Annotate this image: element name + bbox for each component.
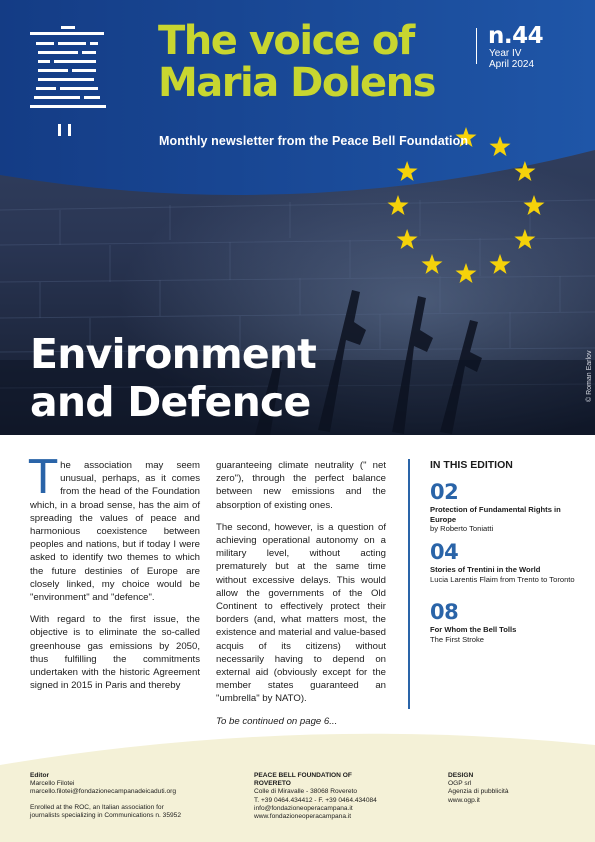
headline-line-2: and Defence [30,378,311,426]
toc-page-number: 02 [430,480,459,504]
eu-star-icon [490,254,511,274]
sidebar-heading: IN THIS EDITION [430,459,513,471]
footer-foundation [254,772,424,821]
foundation-address: Colle di Miravalle - 38068 Rovereto [254,788,357,796]
headline-line-1: Environment [30,330,317,378]
roc-line-2: journalists specializing in Communications n. 35952 [30,811,182,819]
toc-title: For Whom the Bell Tolls [430,625,517,634]
eu-star-icon [524,195,545,215]
paragraph-text: he association may seem unusual, perhaps, as it comes from the head of the Foundation which, in a broad sense, has the aim of spreading the values of peace and harmonious coexistence between peoples and nations, but if today I were asked to identify two themes to which the future destinies of Europe are closely linked, my choice would be "environment" and "defence". [30,460,200,604]
article-column-2 [216,459,386,737]
editor-name: Marcello Filotei [30,780,75,788]
toc-item[interactable] [430,541,580,584]
title-line-2: Maria Dolens [158,60,435,106]
issue-year: Year IV [489,48,522,59]
foundation-website[interactable]: www.fondazioneoperacampana.it [254,813,352,821]
design-name: OGP srl [448,780,472,788]
title-line-1: The voice of [158,18,414,64]
foundation-label-city: ROVERETO [254,780,291,788]
foundation-email[interactable]: info@fondazioneoperacampana.it [254,804,353,812]
issue-number: n.44 [488,23,544,49]
eu-star-icon [514,161,535,181]
newsletter-title [158,20,435,104]
eu-star-icon [397,161,418,181]
toc-page-number: 08 [430,600,459,624]
footer-editor [30,772,240,820]
foundation-label: PEACE BELL FOUNDATION OF [254,772,352,779]
eu-star-icon [490,136,511,156]
roc-line-1: Enrolled at the ROC, an Italian association for [30,803,164,811]
footer-design [448,772,568,805]
article-paragraph: The second, however, is a question of achieving operational autonomy on a military level, without acting prematurely but at the same time without excessive delays. This would allow the governments of the Old Continent to effectively protect their borders (and, what matters most, the existence and material and value-based acquis of its citizens) without necessarily having to depend on external aid (obviously except for the member states guaranteed an "umbrella" by NATO). [216,521,386,705]
eu-star-icon [388,195,409,215]
cover-headline [30,330,316,426]
article-paragraph: With regard to the first issue, the objective is to eliminate the so-called greenhouse gas emissions by 2050, thus fulfilling the commitments undertaken with the historic Agreement signed in 2015 in Paris and thereby [30,614,200,692]
foundation-phone: T. +39 0464.434412 - F. +39 0464.434084 [254,796,377,804]
issue-divider [476,28,477,64]
photo-credit: © Roman Earlov [586,350,593,402]
toc-title: Protection of Fundamental Rights in Europe [430,505,561,524]
toc-page-number: 04 [430,540,459,564]
eu-star-icon [397,229,418,249]
toc-item[interactable] [430,601,580,644]
issue-date: April 2024 [489,59,535,70]
eu-star-icon [456,263,477,283]
newsletter-subtitle: Monthly newsletter from the Peace Bell Foundation [159,134,469,148]
toc-title: Stories of Trentini in the World [430,565,541,574]
article-column-1 [29,450,200,701]
continued-link[interactable]: To be continued on page 6... [216,715,338,727]
toc-byline: The First Stroke [430,634,485,644]
article-paragraph [29,450,200,604]
article-paragraph: guaranteeing climate neutrality (" net zero"), through the perfect balance between new emissions and the absorption of existing ones. [216,460,386,511]
design-description: Agenzia di pubblicità [448,788,509,796]
eu-star-icon [422,254,443,274]
design-website[interactable]: www.ogp.it [448,796,480,804]
spacer [30,797,240,804]
eu-star-icon [514,229,535,249]
maria-dolens-bell-logo [28,24,108,142]
editor-email[interactable]: marcello.filotei@fondazionecampanadeicaduti.org [30,788,176,796]
drop-cap: T [29,450,58,504]
sidebar-rule [408,459,410,709]
toc-byline: by Roberto Toniatti [430,524,494,533]
design-label: DESIGN [448,772,474,779]
editor-label: Editor [30,772,50,779]
toc-item[interactable] [430,481,580,534]
toc-byline: Lucia Larentis Flaim from Trento to Toronto [430,574,575,584]
